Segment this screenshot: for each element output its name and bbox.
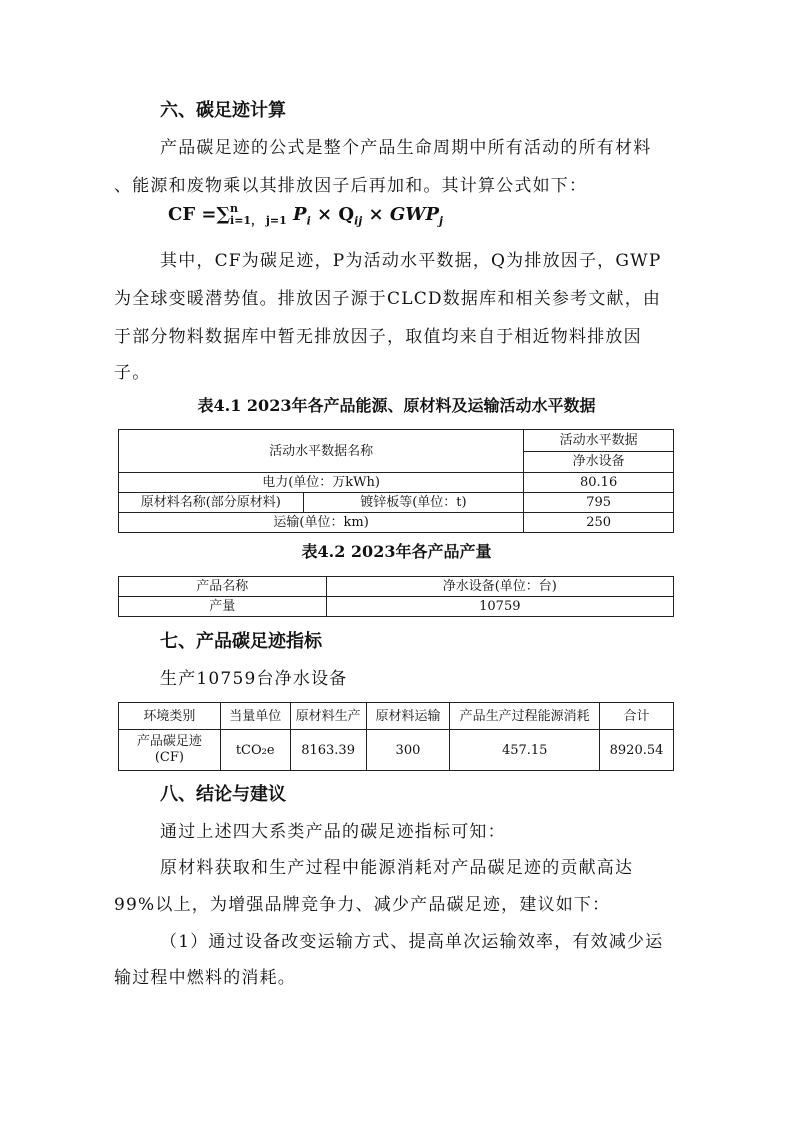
header-category: 环境类别 (119, 703, 221, 730)
section-heading-carbon-footprint-indicator: 七、产品碳足迹指标 (160, 631, 322, 652)
cell-material-production: 8163.39 (290, 730, 366, 771)
paragraph-line: （1）通过设备改变运输方式、提高单次运输效率，有效减少运 (160, 932, 664, 952)
cell-process-energy: 457.15 (450, 730, 600, 771)
paragraph-line: 输过程中燃料的消耗。 (114, 968, 296, 988)
row-output-value: 10759 (326, 597, 673, 617)
row-transport-label: 运输(单位：km) (119, 513, 524, 533)
header-activity-name: 活动水平数据名称 (119, 430, 524, 473)
row-label-cf-line1: 产品碳足迹 (136, 734, 202, 749)
formula-p-sub: i (306, 214, 311, 228)
formula-q: × Q (310, 204, 355, 225)
header-unit: 当量单位 (220, 703, 290, 730)
formula-gwp: × GWP (362, 204, 439, 225)
row-material-item: 镀锌板等(单位：t) (303, 493, 524, 513)
paragraph-line: 子。 (114, 363, 151, 383)
paragraph-line: 通过上述四大系类产品的碳足迹指标可知： (160, 822, 506, 842)
table-caption: 表4.2 2023年各产品产量 (301, 542, 492, 561)
formula-p: P (293, 204, 307, 225)
activity-data-table (118, 429, 674, 533)
row-label-cf-line2: (CF) (154, 750, 184, 765)
formula-sup: n (230, 202, 239, 215)
section-heading-conclusion: 八、结论与建议 (160, 784, 286, 805)
header-activity-data: 活动水平数据 (524, 430, 674, 452)
formula-lhs: CF = (168, 204, 217, 225)
header-total: 合计 (600, 703, 674, 730)
row-output-label: 产量 (119, 597, 327, 617)
cell-total: 8920.54 (600, 730, 674, 771)
row-transport-value: 250 (524, 513, 674, 533)
carbon-footprint-indicator-table (118, 702, 674, 771)
header-material-transport: 原材料运输 (366, 703, 450, 730)
section-heading-carbon-footprint-calculation: 六、碳足迹计算 (160, 100, 286, 121)
row-label-cf (119, 730, 221, 771)
header-product-name: 产品名称 (119, 577, 327, 597)
row-power-value: 80.16 (524, 473, 674, 493)
formula-q-sub: ij (354, 214, 363, 228)
paragraph-line: 原材料获取和生产过程中能源消耗对产品碳足迹的贡献高达 (160, 858, 634, 878)
row-power-label: 电力(单位：万kWh) (119, 473, 524, 493)
header-product: 净水设备(单位：台) (326, 577, 673, 597)
paragraph-line: 99%以上，为增强品牌竞争力、减少产品碳足迹，建议如下： (114, 895, 611, 915)
paragraph-line: 产品碳足迹的公式是整个产品生命周期中所有活动的所有材料 (160, 138, 652, 158)
paragraph-line: 、能源和废物乘以其排放因子后再加和。其计算公式如下： (114, 176, 588, 196)
carbon-footprint-formula (168, 203, 443, 228)
paragraph-line: 其中，CF为碳足迹，P为活动水平数据，Q为排放因子，GWP (160, 251, 662, 271)
production-table (118, 576, 674, 617)
formula-sub: i=1， j=1 (230, 214, 287, 227)
formula-gwp-sub: j (439, 214, 443, 228)
header-product: 净水设备 (524, 451, 674, 473)
header-process-energy: 产品生产过程能源消耗 (450, 703, 600, 730)
table-caption: 表4.1 2023年各产品能源、原材料及运输活动水平数据 (197, 396, 596, 415)
paragraph-line: 于部分物料数据库中暂无排放因子，取值均来自于相近物料排放因 (114, 327, 642, 347)
cell-unit: tCO₂e (220, 730, 290, 771)
row-material-value: 795 (524, 493, 674, 513)
formula-sigma: ∑ (216, 204, 231, 225)
cell-material-transport: 300 (366, 730, 450, 771)
paragraph-line: 为全球变暖潜势值。排放因子源于CLCD数据库和相关参考文献，由 (114, 289, 662, 309)
paragraph-line: 生产10759台净水设备 (160, 669, 348, 689)
header-material-production: 原材料生产 (290, 703, 366, 730)
row-material-label: 原材料名称(部分原材料) (119, 493, 304, 513)
